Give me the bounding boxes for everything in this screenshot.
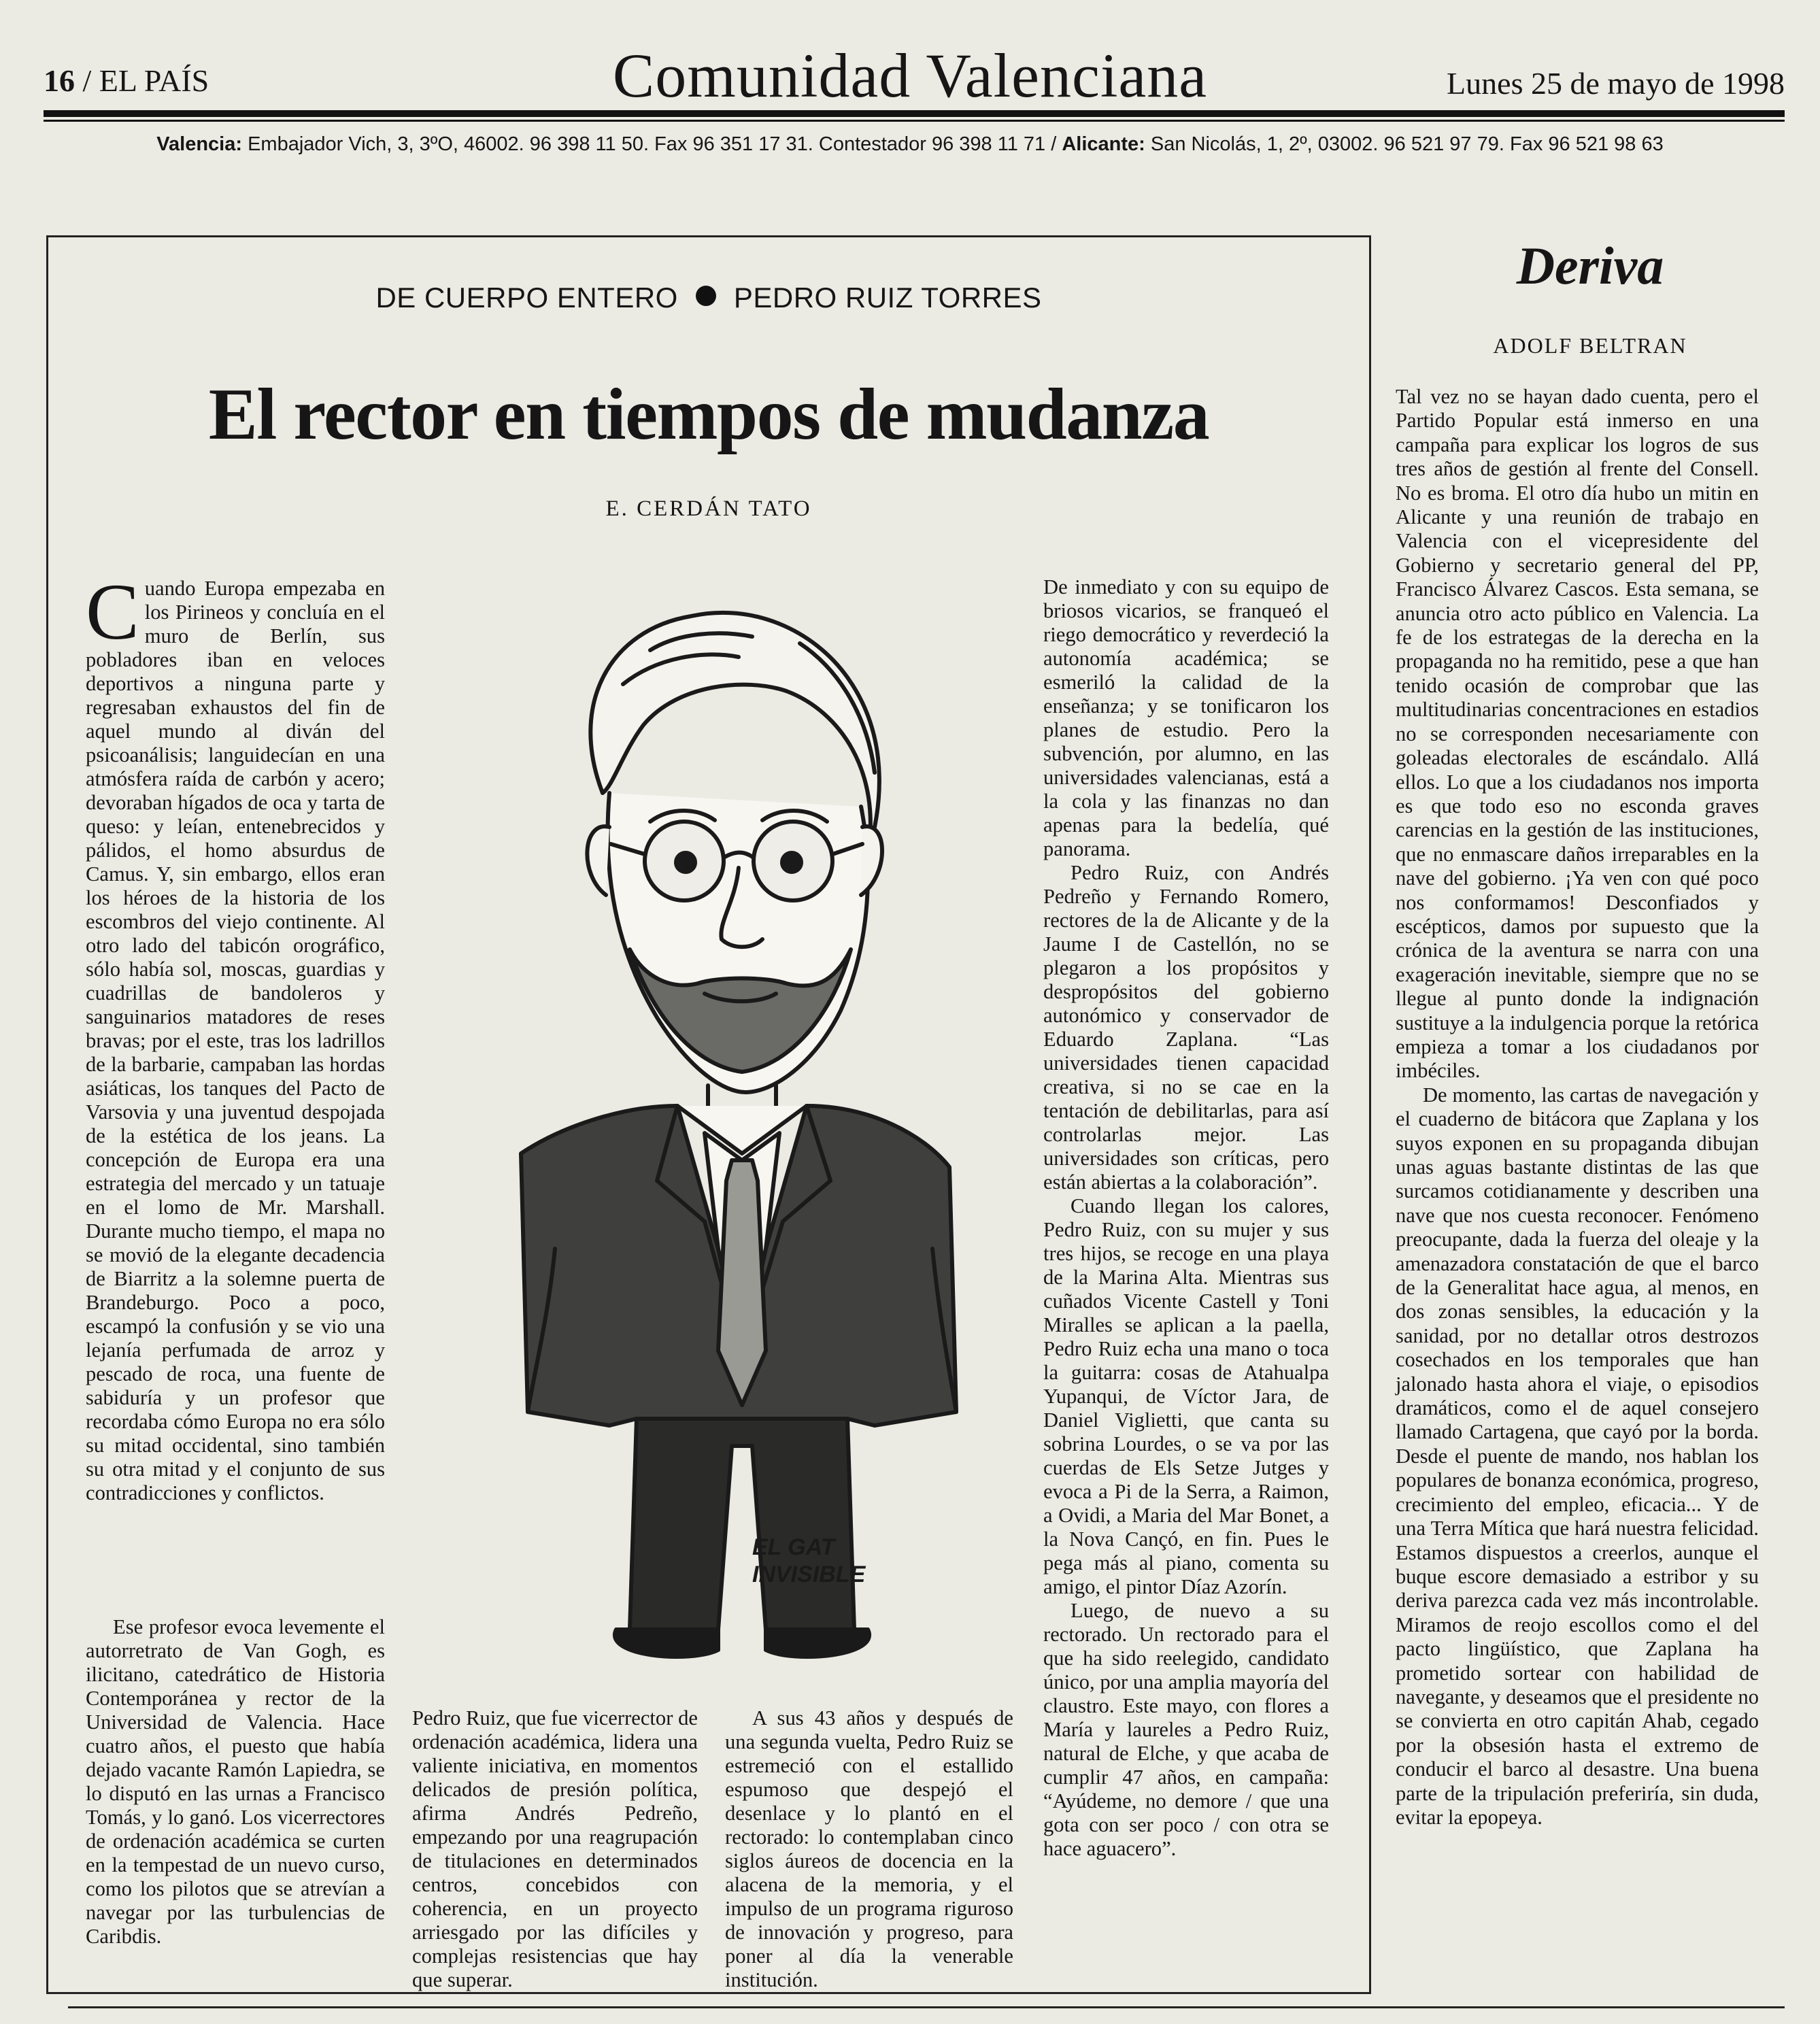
- bottom-rule: [68, 2006, 1785, 2008]
- drop-cap: C: [86, 567, 139, 656]
- masthead-rule-thin: [44, 120, 1785, 122]
- section-title: Comunidad Valenciana: [612, 41, 1208, 110]
- caricature-illustration: [433, 569, 990, 1677]
- column-paragraph: De momento, las cartas de navegación y el cuaderno de bitácora que Zaplana y los suyos exponen en su propaganda dibujan unas aguas bastante distintas de las que surcamos cotidianamente y describen una nave que nos cuesta reconocer. Fenómeno preocupante, dada la fuerza del oleaje y la amenazadora constatación de que el barco de la Generalitat hace agua, al menos, en dos zonas sensibles, la educación y la sanidad, por no detallar otros destrozos cosechados en los temporales que han jalonado hasta ahora el viaje, o episodios dramáticos, como el de aquel consejero llamado Cartagena, que cayó por la borda. Desde el puente de mando, nos hablan los populares de bonanza económica, progreso, crecimiento del empleo, eficacia... Y de una Terra Mítica que hará nuestra felicidad. Estamos dispuestos a creerlos, aunque el buque escore demasiado a estribor y su deriva parezca cada vez más incontrolable. Miramos de reojo escollos como el del pacto lingüístico, que Zaplana ha prometido sortear con habilidad de navegante, y deseamos que el presidente no se convierta en otro capitán Ahab, cegado por la obsesión hasta el extremo de conducir el barco al desastre. Una buena parte de la tripulación preferiría, sin duda, evitar la epopeya.: [1396, 1083, 1759, 1829]
- bullet-icon: [696, 286, 716, 306]
- article-paragraph: Pedro Ruiz, con Andrés Pedreño y Fernando Romero, rectores de la de Alicante y de la Jaume I de Castellón, no se plegaron a los propósitos y despropósitos del gobierno autonómico y conservador de Eduardo Zaplana. “Las universidades tienen capacidad creativa, si no se cae en la tentación de debilitarlas, para así controlarlas mejor. Las universidades son críticas, pero están abiertas a la colaboración”.: [1043, 861, 1329, 1194]
- article-paragraph: Luego, de nuevo a su rectorado. Un rectorado para el que ha sido reelegido, candidato único, por una amplia mayoría del claustro. Este mayo, con flores a María y laureles a Pedro Ruiz, natural de Elche, y que acaba de cumplir 47 años, en campaña: “Ayúdeme, no demore / que una gota con ser poco / con otra se hace aguacero”.: [1043, 1599, 1329, 1860]
- article-headline: El rector en tiempos de mudanza: [208, 374, 1209, 455]
- article-paragraph: uando Europa empezaba en los Pirineos y concluía en el muro de Berlín, sus pobladores iban en veloces deportivos a ninguna parte y regresaban exhaustos del fin de aquel mundo al diván del psicoanálisis; languidecían en una atmósfera raída de carbón y acero; devoraban hígados de oca y tarta de queso: y leían, entenebrecidos y pálidos, el homo absurdus de Camus. Y, sin embargo, ellos eran los héroes de la historia de los escombros del viejo continente. Al otro lado del tabicón orográfico, sólo había sol, moscas, guardias y cuadrillas de bandoleros y sanguinarios matadores de reses bravas; por el este, tras los ladrillos de la barbarie, campaban las hordas asiáticas, los tanques del Pacto de Varsovia y una juventud despojada de la estética de los jeans. La concepción de Europa era una estrategia del mercado y un tatuaje en el lomo de Mr. Marshall. Durante mucho tiempo, el mapa no se movió de la elegante decadencia de Biarritz a la solemne puerta de Brandeburgo. Poco a poco, escampó la confusión y se vio una lejanía perfumada de arroz y pescado de roca, una fuente de sabiduría y un profesor que recordaba cómo Europa no era sólo su mitad occidental, sino también su otra mitad y el conjunto de sus contradicciones y conflictos.: [86, 577, 385, 1504]
- column-paragraph: Tal vez no se hayan dado cuenta, pero el Partido Popular está inmerso en una campaña para explicar los logros de sus tres años de gestión al frente del Consell. No es broma. El otro día hubo un mitin en Alicante y una reunión de trabajo en Valencia con el vicepresidente del Gobierno y secretario general del PP, Francisco Álvarez Cascos. Esta semana, se anuncia otro acto público en Valencia. La fe de los estrategas de la derecha en la propaganda no ha remitido, pese a que han tenido ocasión de comprobar que las multitudinarias concentraciones en estadios no se corresponden necesariamente con goleadas electorales de escándalo. Allá ellos. Lo que a los ciudadanos nos importa es que todo eso no esconda graves carencias en la gestión de las instituciones, que no enmascare daños irreparables en la nave del gobierno. ¡Ya ven con qué poco nos conformamos! Desconfiados y escépticos, damos por supuesto que la crónica de la aventura se narra con una exageración inevitable, siempre que no se llegue al punto donde la indignación sustituye a la indulgencia porque la retórica empieza a tomar a los ciudadanos por imbéciles.: [1396, 385, 1759, 1083]
- column-byline: ADOLF BELTRAN: [1493, 333, 1687, 358]
- article-column-1: [86, 567, 385, 1505]
- article-paragraph: Pedro Ruiz, que fue vicerrector de ordenación académica, lidera una valiente iniciativa, en momentos delicados de presión política, afirma Andrés Pedreño, empezando por una reagrupación de titulaciones en determinados centros, concebidos con coherencia, en un proyecto arriesgado por las difíciles y complejas resistencias que hay que superar.: [412, 1706, 698, 1991]
- article-paragraph: Cuando llegan los calores, Pedro Ruiz, con su mujer y sus tres hijos, se recoge en una playa de la Marina Alta. Mientras sus cuñados Vicente Castell y Toni Miralles se aplican a la paella, Pedro Ruiz echa una mano o toca la guitarra: cosas de Atahualpa Yupanqui, de Víctor Jara, de Daniel Viglietti, que canta su sobrina Lourdes, o se va por las cuerdas de Els Setze Jutges y evoca a Pi de la Serra, a Raimon, a Ovidi, a Maria del Mar Bonet, a la Nova Cançó, en fin. Pues le pega más al piano, comenta su amigo, el pintor Díaz Azorín.: [1043, 1194, 1329, 1598]
- article-column-1-bottom: [86, 1615, 385, 1949]
- article-byline: E. CERDÁN TATO: [605, 496, 812, 521]
- issue-date: Lunes 25 de mayo de 1998: [1447, 66, 1785, 101]
- article-column-3: [725, 1706, 1013, 1992]
- article-column-2: [412, 1706, 698, 1992]
- illustrator-signature: INVISIBLE: [752, 1562, 866, 1587]
- column-title: Deriva: [1516, 236, 1664, 295]
- opinion-column: [1396, 385, 1759, 1829]
- article-column-4: [1043, 575, 1329, 1861]
- illustrator-signature: EL GAT: [752, 1534, 835, 1560]
- article-paragraph: Ese profesor evoca levemente el autorretrato de Van Gogh, es ilicitano, catedrático de Historia Contemporánea y rector de la Universidad de Valencia. Hace cuatro años, el puesto que había dejado vacante Ramón Lapiedra, se lo disputó en las urnas a Francisco Tomás, y lo ganó. Los vicerrectores de ordenación académica se curten en la tempestad de un nuevo curso, como los pilotos que se atrevían a navegar por las turbulencias de Caribdis.: [86, 1615, 385, 1948]
- page-number: 16 / EL PAÍS: [44, 63, 209, 98]
- article-paragraph: De inmediato y con su equipo de briosos vicarios, se franqueó el riego democrático y reverdeció la autonomía académica; se esmeriló la calidad de la enseñanza; y se tonificaron los planes de estudio. Pero la subvención, por alumno, en las universidades valencianas, está a la cola y las finanzas no dan apenas para la bedelía, qué panorama.: [1043, 575, 1329, 860]
- article-paragraph: A sus 43 años y después de una segunda vuelta, Pedro Ruiz se estremeció con el estallido espumoso que despejó el desenlace y lo plantó en el rectorado: lo contemplaban cinco siglos áureos de docencia en la alacena de la memoria, y el impulso de un programa riguroso de innovación y progreso, para poner al día la venerable institución.: [725, 1706, 1013, 1991]
- article-kicker: DE CUERPO ENTERO PEDRO RUIZ TORRES: [375, 282, 1042, 314]
- masthead-rule: [44, 110, 1785, 117]
- office-addresses: Valencia: Embajador Vich, 3, 3ºO, 46002. 96 398 11 50. Fax 96 351 17 31. Contestador 96 398 11 71 / Alicante: San Nicolás, 1, 2º, 03002. 96 521 97 79. Fax 96 521 98 63: [156, 133, 1664, 155]
